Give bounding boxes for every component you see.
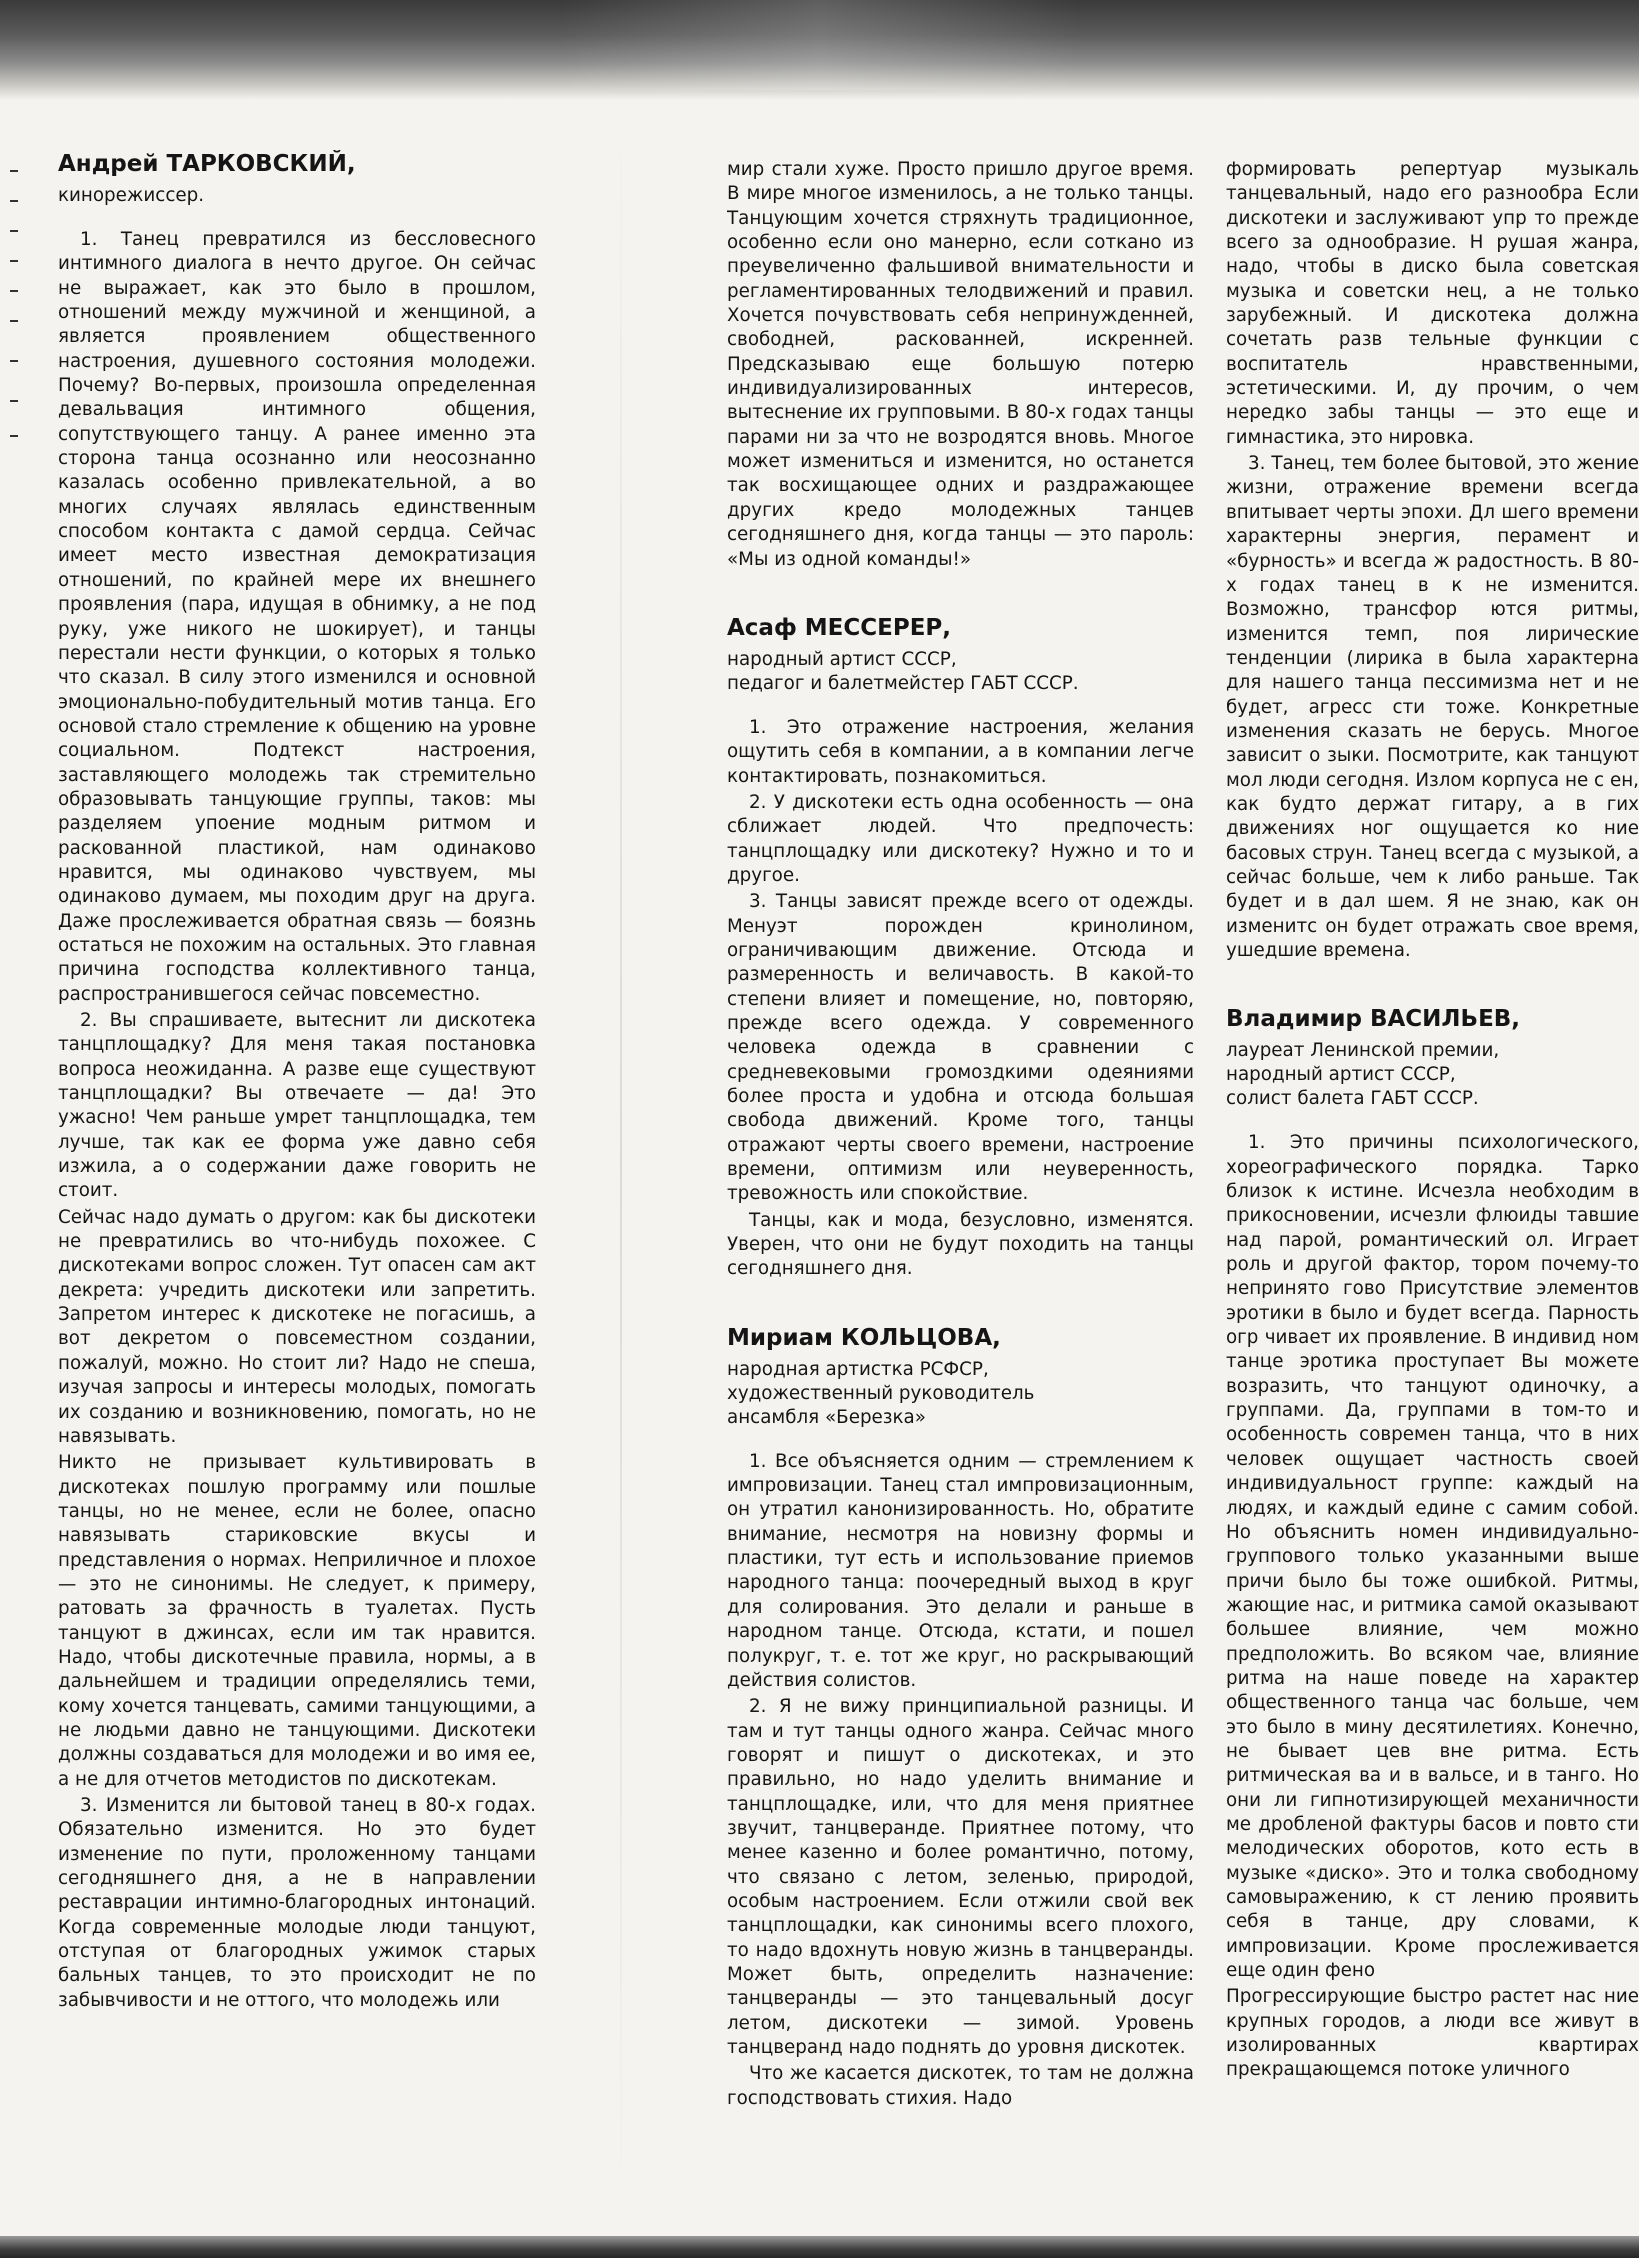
author-role-line: солист балета ГАБТ СССР. <box>1226 1088 1479 1110</box>
article-paragraph: Прогрессирующие быстро растет нас ние крупных городов, а люди все живут в изолированных квартирах прекращающемся потоке уличного <box>1226 1986 1639 2081</box>
column-1 <box>58 150 536 2220</box>
article-paragraph: 2. У дискотеки есть одна особенность — она сближает людей. Что предпочесть: танцплощадку или дискотеку? Нужно и то и другое. <box>727 791 1194 886</box>
author-name: Андрей ТАРКОВСКИЙ, <box>58 151 356 177</box>
author-name: Асаф МЕССЕРЕР, <box>727 614 952 641</box>
author-role-line: народный артист СССР, <box>727 648 957 670</box>
author-role-line: кинорежиссер. <box>58 185 205 206</box>
article-paragraph: 1. Это причины психологического, хореографического порядка. Тарко близок к истине. Исчезла необходим в прикосновении, исчезли флюиды тавшие над парой, романтический ол. Играет роль и другой фактор, тором почему-то непринято гово Присутствие элементов эротики в было и будет всегда. Парность огр чивает их проявление. В индивид ном танце эротика проступает Вы можете возразить, что танцуют одиночку, а группами. Да, группами в том-то и особенность современ танца, что в них человек ощущает частность своей индивидуальност группе: каждый на людях, и каждый едине с самим собой. Но объяснить номен индивидуально-группового только указанными выше причи было бы тоже ошибкой. Ритмы, жающие нас, и ритмика самой оказывают большее влияние, чем можно предположить. Во всяком чае, влияние ритма на наше поведе на характер общественного танца час больше, чем это было в мину десятилетиях. Конечно, не бывает цев вне ритма. Есть ритмическая ва и в вальсе, и в танго. Но они ли гипнотизирующей механичности ме дробленой фактуры басов и повто сти мелодических оборотов, кото есть в музыке «диско». Это и толка свободному самовыражению, к ст лению проявить себя в танце, дру словами, к импровизации. Кроме прослеживается еще один фено <box>1226 1132 1639 1982</box>
article-paragraph: формировать репертуар музыкаль танцевальный, надо его разнообра Если дискотеки и заслуживают упр то прежде всего за однообразие. Н рушая жанра, надо, чтобы в диско была советская музыка и советски нец, а не только зарубежный. И дискотека должна сочетать разв тельные функции с воспитатель нравственными, эстетическими. И, ду прочим, о чем нередко забы танцы — это еще и гимнастика, это нировка. <box>1226 159 1639 448</box>
scan-top-highlight <box>560 0 1080 90</box>
page-gutter <box>620 90 622 2230</box>
author-role <box>727 648 1194 696</box>
scan-bottom-edge <box>0 2236 1639 2258</box>
author-name: Владимир ВАСИЛЬЕВ, <box>1226 1006 1521 1033</box>
section-spacer <box>1226 965 1639 1005</box>
article-paragraph: Что же касается дискотек, то там не должна господствовать стихия. Надо <box>727 2063 1194 2109</box>
author-role <box>1226 1039 1639 1111</box>
article-paragraph: мир стали хуже. Просто пришло другое время. В мире многое изменилось, а не только танцы. Танцующим хочется стряхнуть традиционное, особенно если оно манерно, если соткано из преувеличенно фальшивой внимательности и регламентированных телодвижений и правил. Хочется почувствовать себя непринужденней, свободней, раскованней, искренней. Предсказываю еще большую потерю индивидуализированных интересов, вытеснение их групповыми. В 80-х годах танцы парами ни за что не возродятся вновь. Многое может измениться и изменится, но останется так восхищающее одних и раздражающее других кредо молодежных танцев сегодняшнего дня, когда танцы — это пароль: «Мы из одной команды!» <box>727 159 1194 570</box>
article-paragraph: Сейчас надо думать о другом: как бы дискотеки не превратились во что-нибудь похожее. С дискотеками вопрос сложен. Тут опасен сам акт декрета: учредить дискотеки или запретить. Запретом интерес к дискотеке не погасишь, а вот декретом о повсеместном создании, пожалуй, можно. Но стоит ли? Надо не спеша, изучая запросы и интересы молодых, помогать их созданию и возникновению, помогать, но не навязывать. <box>58 1206 536 1447</box>
article-paragraph: 3. Танец, тем более бытовой, это жение жизни, отражение времени всегда впитывает черты эпохи. Дл шего времени характерны энергия, перамент и «бурность» и всегда ж радостность. В 80-х годах танец в к не изменится. Возможно, трансфор ются ритмы, изменится темп, поя лирические тенденции (лирика в была характерна для нашего танца пессимизма нет и не будет, агресс сти тоже. Конкретные изменения сказать не берусь. Многое зависит о зыки. Посмотрите, как танцуют мол люди сегодня. Излом корпуса не с ен, как будто держат гитару, а в гих движениях ног ощущается ко ние басовых струн. Танец всегда с музыкой, а сейчас больше, чем к либо раньше. Так будет и в дал шем. Я не знаю, как он изменитс он будет отражать свое время, ушедшие времена. <box>1226 453 1639 961</box>
author-role <box>727 1358 1194 1430</box>
author-role-line: ансамбля «Березка» <box>727 1406 926 1428</box>
column-2 <box>727 158 1194 2228</box>
author-role-line: народная артистка РСФСР, <box>727 1358 989 1380</box>
section-spacer <box>727 1284 1194 1324</box>
author-role <box>58 184 536 208</box>
author-role-line: народный артист СССР, <box>1226 1064 1456 1086</box>
article-paragraph: Танцы, как и мода, безусловно, изменятся. Уверен, что они не будут походить на танцы сегодняшнего дня. <box>727 1209 1194 1280</box>
margin-marks <box>10 160 40 460</box>
author-role-line: педагог и балетмейстер ГАБТ СССР. <box>727 672 1079 694</box>
article-paragraph: 1. Танец превратился из бессловесного интимного диалога в нечто другое. Он сейчас не выражает, как это было в прошлом, отношений между мужчиной и женщиной, а является проявлением общественного настроения, душевного состояния молодежи. Почему? Во-первых, произошла определенная девальвация интимного общения, сопутствующего танцу. А ранее именно эта сторона танца осознанно или неосознанно казалась особенно привлекательной, а во многих случаях являлась единственным способом контакта с дамой сердца. Сейчас имеет место известная демократизация отношений, по крайней мере их внешнего проявления (пара, идущая в обнимку, а не под руку, уже никого не шокирует), и танцы перестали нести функции, о которых я только что сказал. В силу этого изменился и основной эмоционально-побудительный мотив танца. Его основой стало стремление к общению на уровне социальном. Подтекст настроения, заставляющего молодежь так стремительно образовывать танцующие группы, таков: мы разделяем упоение модным ритмом и раскованной пластикой, нам одинаково нравится, мы одинаково чувствуем, мы одинаково думаем, мы походим друг на друга. Даже прослеживается обратная связь — боязнь остаться не похожим на остальных. Это главная причина господства коллективного танца, распространившегося сейчас повсеместно. <box>58 229 536 1005</box>
article-paragraph: 2. Вы спрашиваете, вытеснит ли дискотека танцплощадку? Для меня такая постановка вопроса неожиданна. А разве еще существуют танцплощадки? Вы отвечаете — да! Это ужасно! Чем раньше умрет танцплощадка, тем лучше, так как ее форма уже давно себя изжила, а о содержании даже говорить не стоит. <box>58 1010 536 1202</box>
article-paragraph: 2. Я не вижу принципиальной разницы. И там и тут танцы одного жанра. Сейчас много говорят и пишут о дискотеках, и это правильно, но надо уделить внимание и танцплощадке, или, что для меня приятнее звучит, танцверанде. Приятнее потому, что менее казенно и более романтично, потому, что связано с летом, зеленью, природой, особым настроением. Если отжили свой век танцплощадки, как синонимы всего плохого, то надо вдохнуть новую жизнь в танцверанды. Может быть, определить назначение: танцверанды — это танцевальный досуг летом, дискотеки — зимой. Уровень танцверанд надо поднять до уровня дискотек. <box>727 1696 1194 2058</box>
article-paragraph: Никто не призывает культивировать в дискотеках пошлую программу или пошлые танцы, но не менее, если не более, опасно навязывать стариковские вкусы и представления о нормах. Неприличное и плохое — это не синонимы. Не следует, к примеру, ратовать за фрачность в туалетах. Пусть танцуют в джинсах, если им так нравится. Надо, чтобы дискотечные правила, нормы, а в дальнейшем и традиции определялись теми, кому хочется танцевать, самими танцующими, а не людьми давно не танцующими. Дискотеки должны создаваться для молодежи и во имя ее, а не для отчетов методистов по дискотекам. <box>58 1452 536 1790</box>
article-paragraph: 3. Танцы зависят прежде всего от одежды. Менуэт порожден кринолином, ограничивающим движение. Отсюда и размеренность и величавость. В какой-то степени влияет и помещение, но, повторяю, прежде всего одежда. У современного человека одежда в сравнении с средневековыми громоздкими одеяниями более проста и удобна и отсюда большая свобода движений. Кроме того, танцы отражают черты своего времени, настроение времени, оптимизм или неуверенность, тревожность или спокойствие. <box>727 891 1194 1205</box>
author-name: Мириам КОЛЬЦОВА, <box>727 1324 1001 1351</box>
author-role-line: лауреат Ленинской премии, <box>1226 1040 1500 1062</box>
column-3 <box>1226 158 1639 2228</box>
article-paragraph: 1. Это отражение настроения, желания ощутить себя в компании, а в компании легче контактировать, познакомиться. <box>727 716 1194 787</box>
section-spacer <box>727 574 1194 614</box>
author-role-line: художественный руководитель <box>727 1382 1035 1404</box>
article-paragraph: 1. Все объясняется одним — стремлением к импровизации. Танец стал импровизационным, он утратил канонизированность. Но, обратите внимание, несмотря на новизну формы и пластики, тут есть и использование приемов народного танца: поочередный выход в круг для солирования. Это делали и раньше в народном танце. Отсюда, кстати, и пошел полукруг, т. е. тот же круг, но раскрывающий действия солистов. <box>727 1450 1194 1691</box>
article-paragraph: 3. Изменится ли бытовой танец в 80-х годах. Обязательно изменится. Но это будет изменение по пути, проложенному танцами сегодняшнего дня, а не в направлении реставрации интимно-благородных интонаций. Когда современные молодые люди танцуют, отступая от благородных ужимок старых бальных танцев, то это происходит не по забывчивости и не оттого, что молодежь или <box>58 1795 536 2011</box>
